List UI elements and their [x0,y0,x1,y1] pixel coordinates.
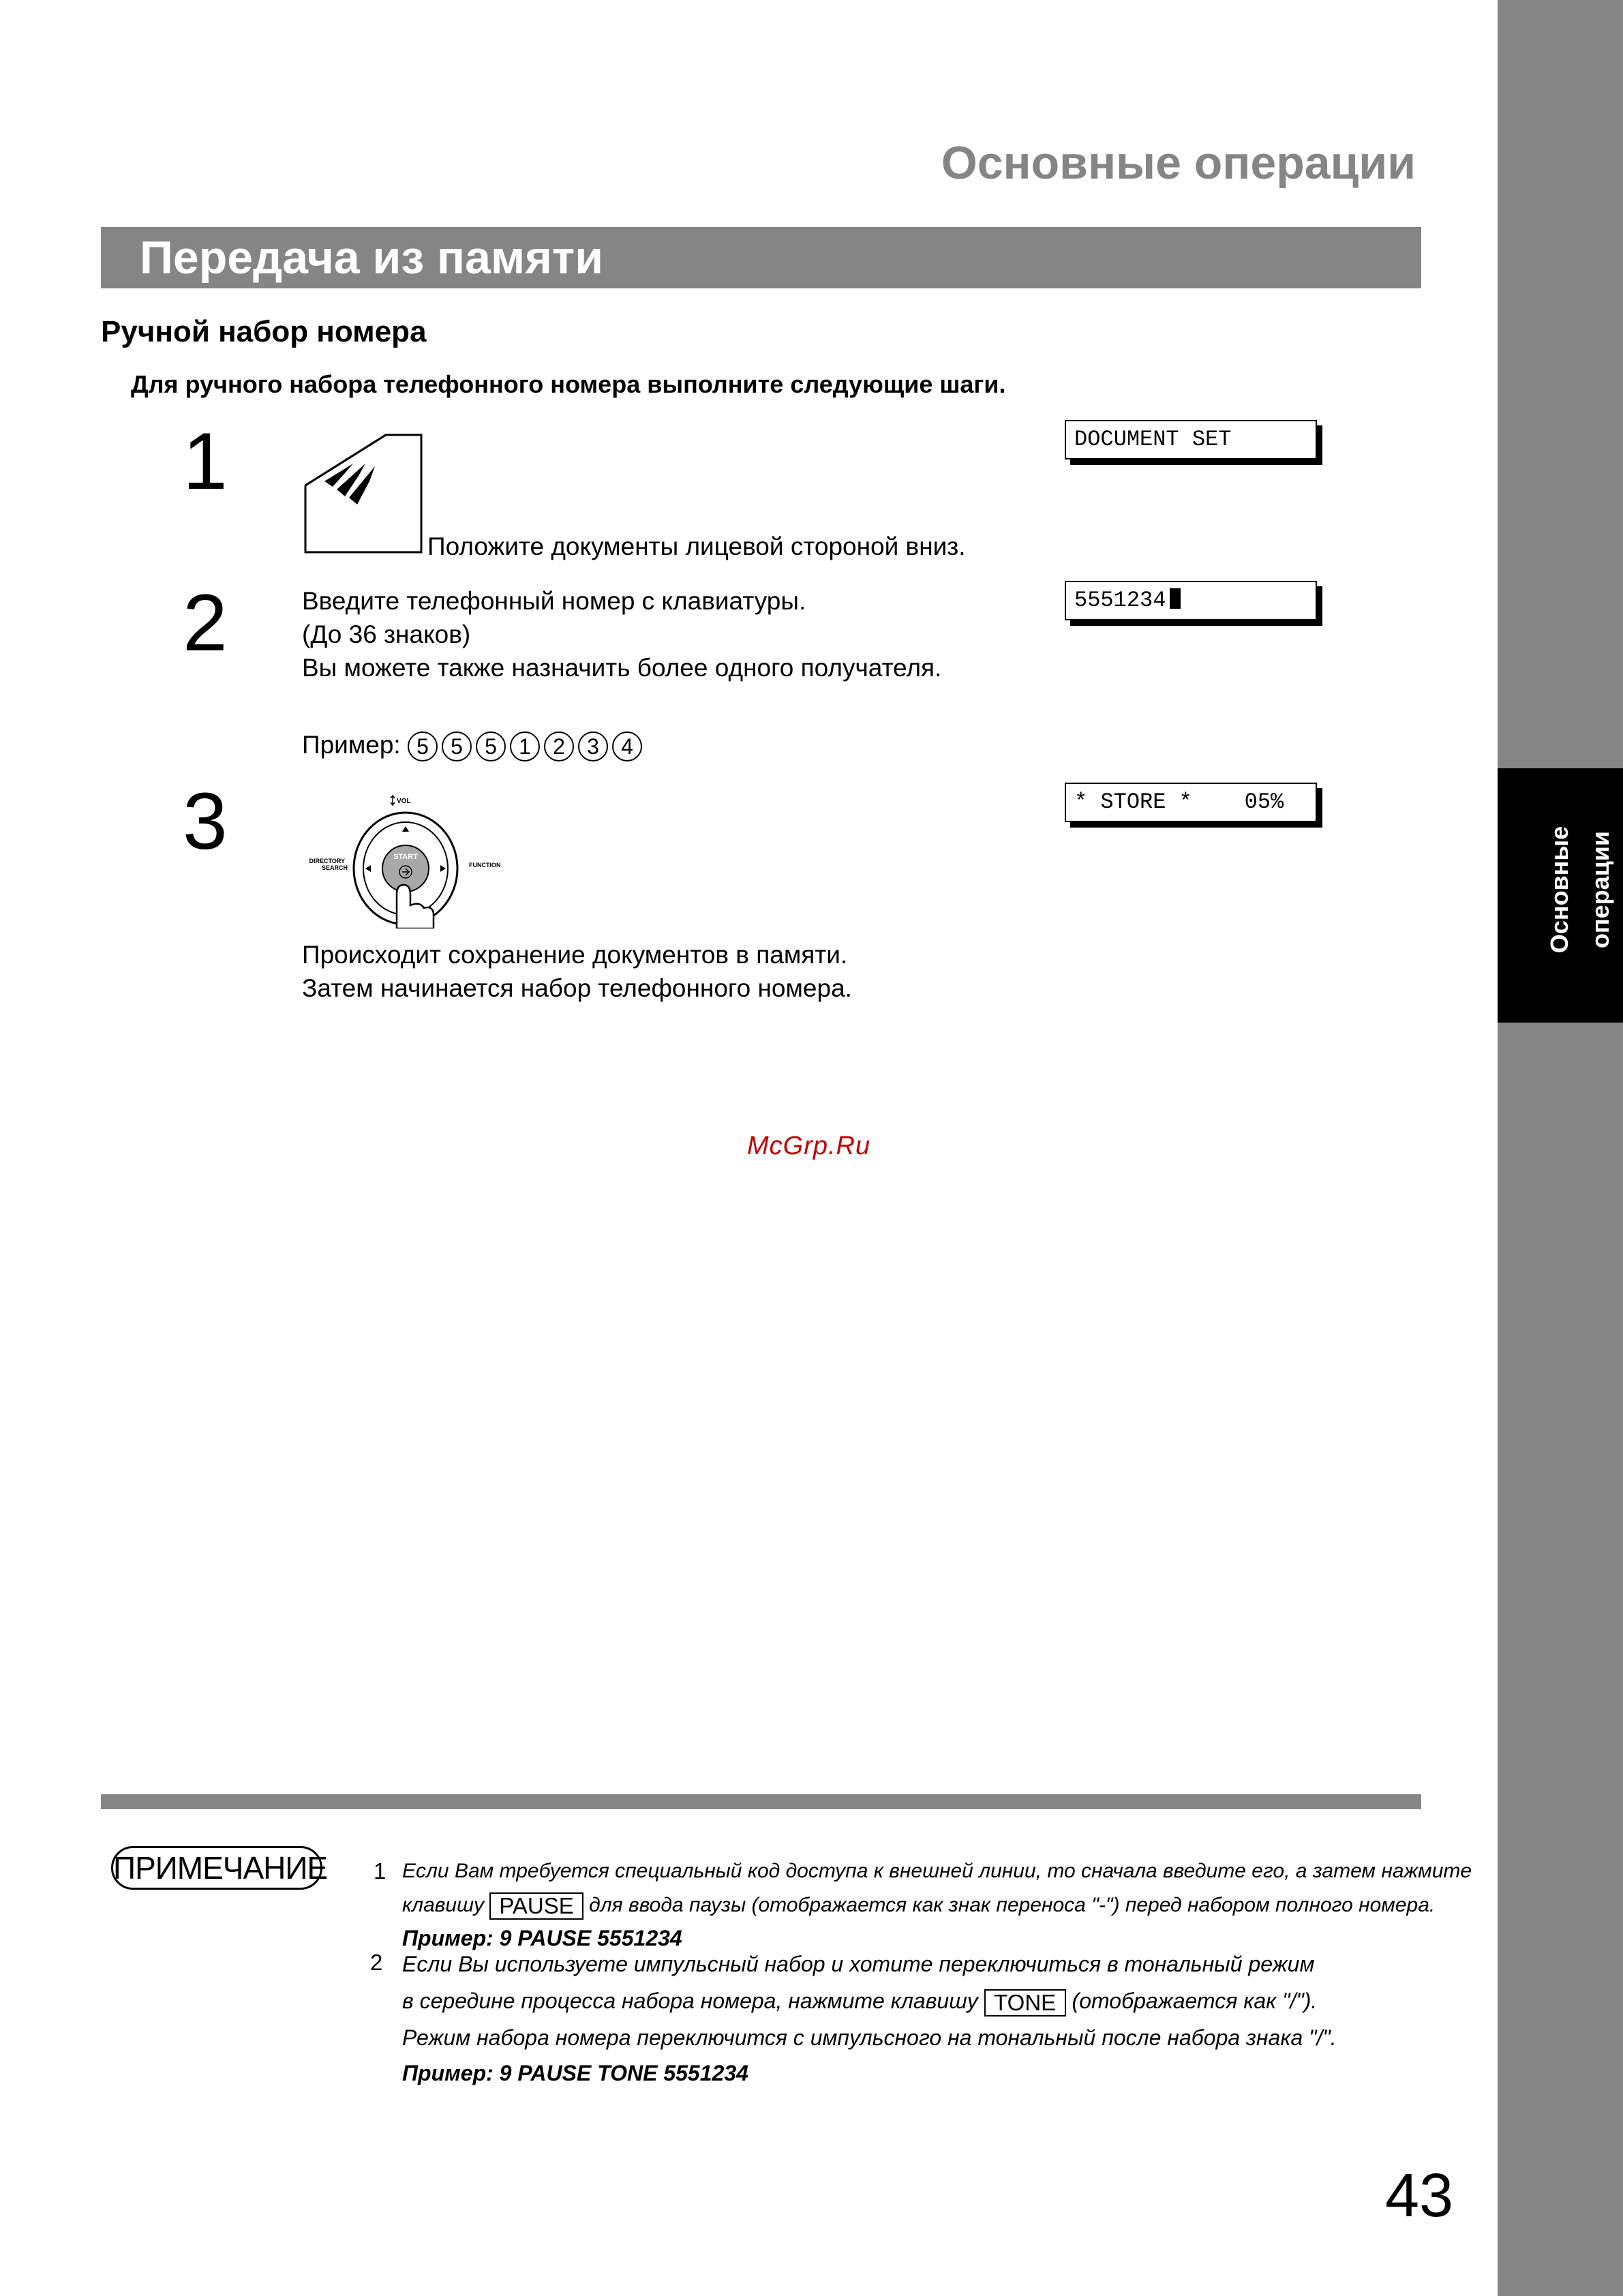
tone-key: TONE [984,1989,1066,2016]
step-2-line-1: Введите телефонный номер с клавиатуры. [302,587,806,615]
lcd-display-step-3: * STORE * 05% [1065,783,1317,822]
keypad-key: 5 [476,731,506,761]
step-3-text [302,938,852,1005]
note-1-line-1: Если Вам требуется специальный код доступа к внешней линии, то сначала введите его, а затем нажмите [402,1860,1472,1882]
note-1-before-key: клавишу [402,1894,485,1916]
page-title: Передача из памяти [140,232,603,284]
intro-text: Для ручного набора телефонного номера выполните следующие шаги. [131,370,1006,398]
vol-label: VOL [397,798,411,805]
note-2-before-key: в середине процесса набора номера, нажмите клавишу [402,1989,978,2013]
example-label: Пример: [302,731,401,759]
keypad-key: 1 [510,731,540,761]
lcd-number: 5551234 [1074,588,1166,613]
note-2-line-3: Режим набора номера переключится с импульсного на тональный после набора знака "/". [402,2025,1337,2050]
search-label: SEARCH [321,864,348,871]
note-label: ПРИМЕЧАНИЕ [111,1846,322,1890]
keypad-key: 3 [578,731,608,761]
directory-label: DIRECTORY [309,858,345,864]
keypad-key: 5 [442,731,472,761]
document-feed-icon [304,431,427,554]
section-header: Основные операции [941,137,1416,189]
step-3-line-1: Происходит сохранение документов в памяти. [302,941,848,969]
note-2-example [402,2056,748,2090]
step-3-line-2: Затем начинается набор телефонного номера. [302,974,852,1002]
note-2-line-2 [402,1984,1317,2018]
start-label: START [393,853,418,861]
example-row [302,728,646,761]
cursor-icon [1170,588,1181,609]
note-1-after-key: для ввода паузы (отображается как знак переноса "-") перед набором полного номера. [589,1894,1436,1916]
step-1-text: Положите документы лицевой стороной вниз. [427,532,966,560]
function-label: FUNCTION [469,862,501,868]
keypad-key: 2 [544,731,574,761]
step-2-line-3: Вы можете также назначить более одного получателя. [302,654,942,682]
side-bar [1498,0,1623,2296]
note-1-number: 1 [374,1858,386,1884]
start-button-panel-icon [300,792,518,928]
side-tab-label: Основные операции [1545,826,1614,954]
keypad-key: 4 [612,731,642,761]
step-2-line-2: (До 36 знаков) [302,620,471,648]
watermark-text: McGrp.Ru [747,1132,871,1160]
page-number: 43 [1385,2162,1454,2230]
step-3-number: 3 [183,776,228,866]
note-2-number: 2 [370,1950,383,1975]
note-1-line-2 [402,1888,1435,1922]
step-2-text [302,584,941,684]
note-1-example-text: Пример: 9 PAUSE 5551234 [402,1926,682,1950]
lcd-display-step-2 [1065,581,1317,620]
subheading: Ручной набор номера [101,315,427,348]
step-2-number: 2 [183,578,228,668]
step-1-number: 1 [183,417,228,507]
note-2-line-1: Если Вы используете импульсный набор и хотите переключиться в тональный режим [402,1952,1315,1976]
section-divider [101,1794,1421,1809]
note-2-example-text: Пример: 9 PAUSE TONE 5551234 [402,2061,748,2085]
lcd-display-step-1: DOCUMENT SET [1065,420,1317,459]
keypad-key: 5 [408,731,438,761]
pause-key: PAUSE [489,1892,583,1920]
note-2-after-key: (отображается как "/"). [1072,1989,1318,2013]
